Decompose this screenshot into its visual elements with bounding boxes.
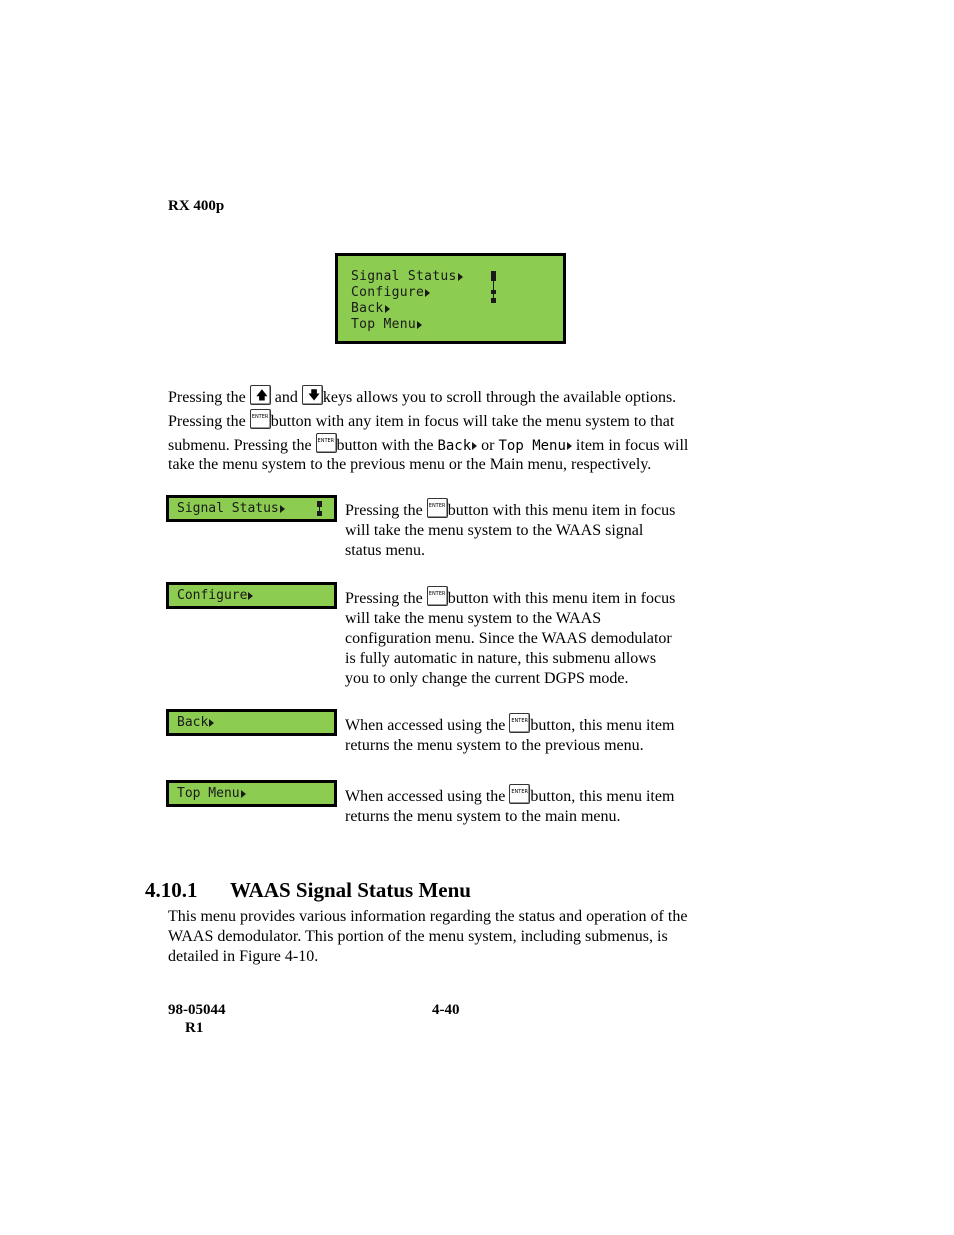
submenu-arrow-icon: [567, 442, 572, 450]
enter-key-icon: ENTER: [509, 784, 530, 804]
lcd-scrollbar-icon: [316, 501, 323, 516]
enter-key-icon: ENTER: [427, 498, 448, 518]
enter-key-icon: ENTER: [250, 409, 271, 429]
section-heading: [145, 878, 471, 903]
inline-back-label: Back: [437, 438, 472, 454]
submenu-arrow-icon: [209, 719, 214, 727]
lcd-line-configure: Configure: [351, 285, 430, 300]
enter-key-icon: ENTER: [316, 433, 337, 453]
submenu-arrow-icon: [417, 321, 422, 329]
submenu-arrow-icon: [248, 592, 253, 600]
item-desc-back: When accessed using the ENTER button, this menu item returns the menu system to the previous menu.: [345, 713, 674, 756]
lcd-line-back: Back: [351, 301, 390, 316]
inline-top-menu-label: Top Menu: [498, 438, 566, 454]
item-desc-top-menu: When accessed using the ENTER button, this menu item returns the menu system to the main menu.: [345, 784, 674, 827]
submenu-arrow-icon: [241, 790, 246, 798]
menu-item-configure: Configure: [166, 582, 337, 609]
up-arrow-key-icon: 🡅: [250, 385, 271, 405]
item-desc-configure: Pressing the ENTER button with this menu item in focus will take the menu system to the WAAS configuration menu. Since the WAAS demodulator is fully automatic in nature, this submenu allows you to only change the current DGPS mode.: [345, 586, 675, 689]
document-header-model: RX 400p: [168, 198, 225, 214]
footer-page-number: 4-40: [432, 1002, 460, 1018]
intro-line-2: Pressing the ENTER button with any item in focus will take the menu system to that: [168, 409, 674, 432]
intro-line-1: Pressing the 🡅 and 🡇 keys allows you to scroll through the available options.: [168, 385, 676, 408]
menu-item-top-menu: Top Menu: [166, 780, 337, 807]
section-body: This menu provides various information regarding the status and operation of the WAAS demodulator. This portion of the menu system, including submenus, is detailed in Figure 4-10.: [168, 908, 688, 965]
submenu-arrow-icon: [280, 505, 285, 513]
enter-key-icon: ENTER: [427, 586, 448, 606]
lcd-menu-display: [335, 253, 566, 344]
item-desc-signal-status: Pressing the ENTER button with this menu item in focus will take the menu system to the WAAS signal status menu.: [345, 498, 675, 561]
section-number: 4.10.1: [145, 878, 198, 902]
down-arrow-key-icon: 🡇: [302, 385, 323, 405]
intro-line-3: submenu. Pressing the ENTER button with the Back or Top Menu item in focus will: [168, 433, 688, 456]
menu-item-back: Back: [166, 709, 337, 736]
lcd-line-top-menu: Top Menu: [351, 317, 422, 332]
lcd-scrollbar-icon: [490, 271, 497, 303]
section-title: WAAS Signal Status Menu: [230, 878, 471, 902]
lcd-line-signal-status: Signal Status: [351, 269, 463, 284]
submenu-arrow-icon: [472, 442, 477, 450]
submenu-arrow-icon: [425, 289, 430, 297]
intro-line-4: take the menu system to the previous menu or the Main menu, respectively.: [168, 456, 652, 473]
enter-key-icon: ENTER: [509, 713, 530, 733]
footer-doc-number: 98-05044: [168, 1002, 226, 1018]
submenu-arrow-icon: [385, 305, 390, 313]
menu-item-signal-status: Signal Status: [166, 495, 337, 522]
footer-revision: R1: [185, 1020, 204, 1036]
submenu-arrow-icon: [458, 273, 463, 281]
